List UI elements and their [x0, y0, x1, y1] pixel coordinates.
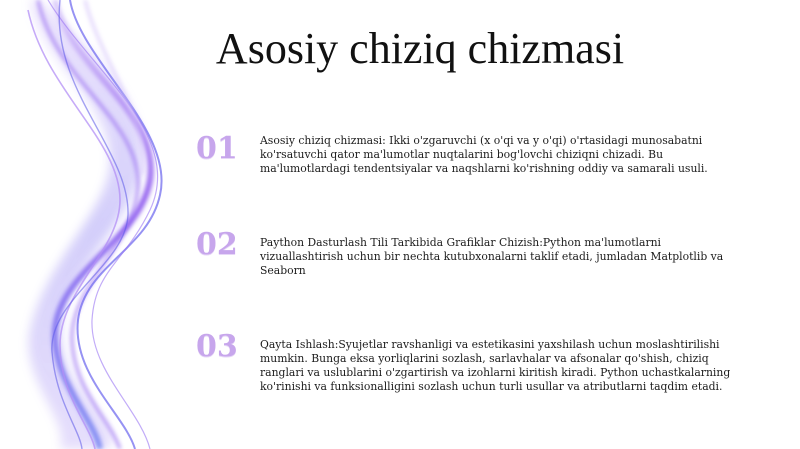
item-number: 02 [196, 227, 238, 262]
item-number: 01 [196, 131, 238, 166]
item-text: Asosiy chiziq chizmasi: Ikki o'zgaruvchi (x o'qi va y o'qi) o'rtasidagi munosabatni ko'rsatuvchi qator ma'lumotlar nuqtalarini bog'lovchi chiziqni chizadi. Bu ma'lumotlardagi tendentsiyalar va naqshlarni ko'rishning oddiy va samarali usuli. [260, 134, 708, 175]
item-number: 03 [196, 329, 238, 364]
item-text: Paython Dasturlash Tili Tarkibida Grafiklar Chizish:Python ma'lumotlarni vizuallashtirish uchun bir nechta kutubxonalarni taklif etadi, jumladan Matplotlib va Seaborn [260, 236, 724, 277]
item-text: Qayta Ishlash:Syujetlar ravshanligi va estetikasini yaxshilash uchun moslashtirilishi mumkin. Bunga eksa yorliqlarini sozlash, sarlavhalar va afsonalar qo'shish, chiziq ranglari va uslublarini o'zgartirish va izohlarni kiritish kiradi. Python uchastkalarning ko'rinishi va funksionalligini sozlash uchun turli usullar va atributlarni taqdim etadi. [260, 338, 731, 393]
slide-title: Asosiy chiziq chizmasi [215, 24, 625, 73]
